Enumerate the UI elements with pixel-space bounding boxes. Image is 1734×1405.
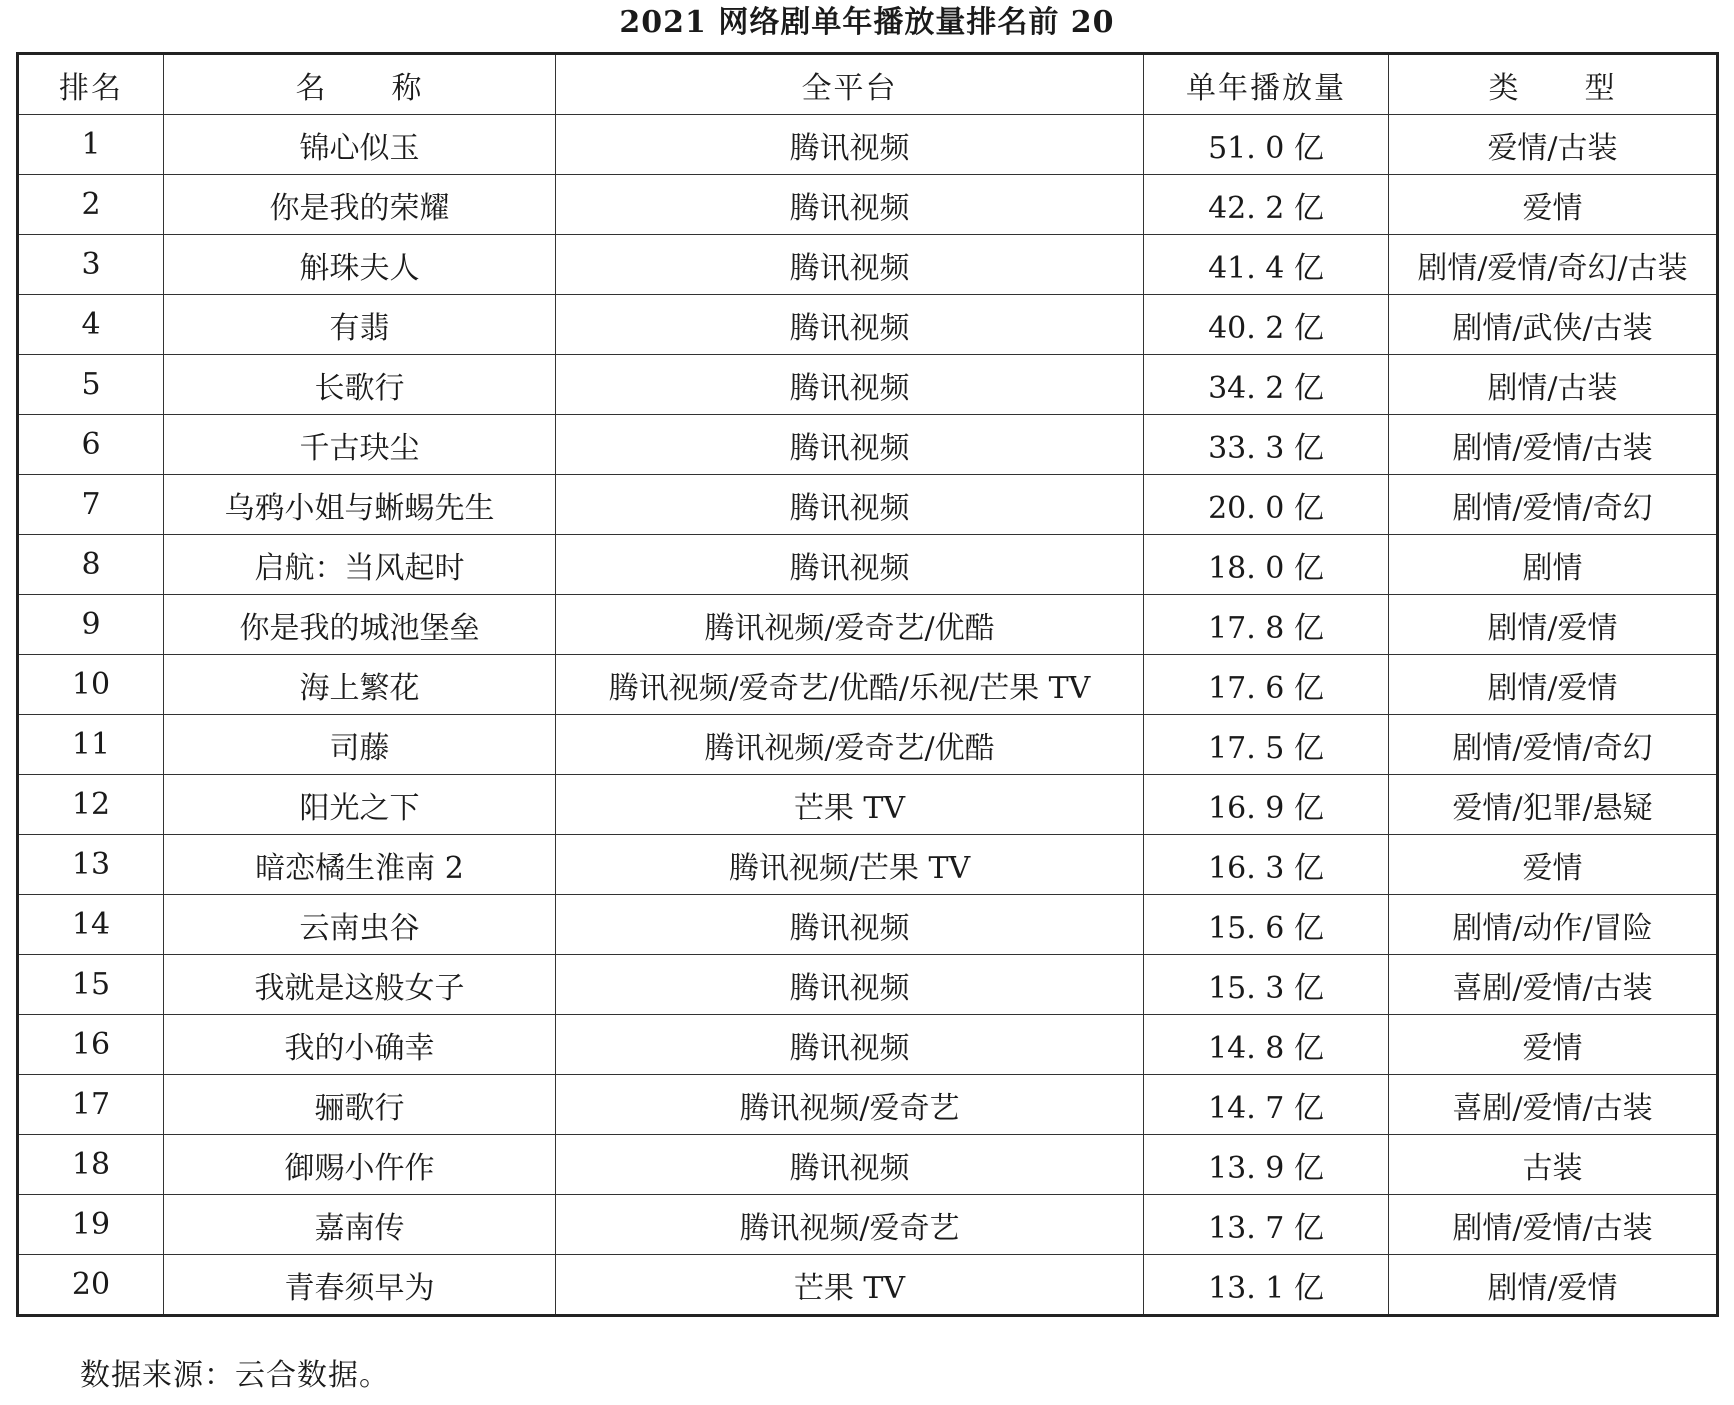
- cell-rank: 17: [18, 1075, 164, 1135]
- cell-views: 16. 3 亿: [1144, 835, 1389, 895]
- cell-platform: 腾讯视频: [556, 115, 1144, 175]
- cell-name: 千古玦尘: [164, 415, 556, 475]
- cell-platform: 腾讯视频: [556, 895, 1144, 955]
- cell-platform: 芒果 TV: [556, 775, 1144, 835]
- cell-name: 有翡: [164, 295, 556, 355]
- cell-name: 锦心似玉: [164, 115, 556, 175]
- cell-views: 13. 7 亿: [1144, 1195, 1389, 1255]
- cell-views: 42. 2 亿: [1144, 175, 1389, 235]
- cell-genre: 剧情/古装: [1389, 355, 1718, 415]
- cell-name: 御赐小仵作: [164, 1135, 556, 1195]
- cell-rank: 8: [18, 535, 164, 595]
- cell-rank: 14: [18, 895, 164, 955]
- table-row: [18, 1195, 1718, 1255]
- source-note: 数据来源：云合数据。: [80, 1358, 390, 1393]
- cell-name: 青春须早为: [164, 1255, 556, 1316]
- cell-name: 你是我的城池堡垒: [164, 595, 556, 655]
- cell-rank: 1: [18, 115, 164, 175]
- cell-platform: 腾讯视频: [556, 355, 1144, 415]
- cell-platform: 腾讯视频: [556, 175, 1144, 235]
- header-views: 单年播放量: [1144, 54, 1389, 115]
- table-row: [18, 895, 1718, 955]
- table-row: [18, 655, 1718, 715]
- cell-genre: 爱情: [1389, 835, 1718, 895]
- cell-name: 乌鸦小姐与蜥蜴先生: [164, 475, 556, 535]
- cell-name: 海上繁花: [164, 655, 556, 715]
- cell-genre: 爱情: [1389, 175, 1718, 235]
- cell-rank: 9: [18, 595, 164, 655]
- table-row: [18, 175, 1718, 235]
- cell-platform: 腾讯视频: [556, 955, 1144, 1015]
- header-platform: 全平台: [556, 54, 1144, 115]
- cell-rank: 20: [18, 1255, 164, 1316]
- cell-views: 13. 9 亿: [1144, 1135, 1389, 1195]
- table-row: [18, 1255, 1718, 1316]
- cell-genre: 爱情/犯罪/悬疑: [1389, 775, 1718, 835]
- cell-views: 40. 2 亿: [1144, 295, 1389, 355]
- cell-name: 阳光之下: [164, 775, 556, 835]
- header-row: [18, 54, 1718, 115]
- table-title: 2021 网络剧单年播放量排名前 20: [619, 5, 1115, 40]
- cell-genre: 古装: [1389, 1135, 1718, 1195]
- cell-platform: 腾讯视频: [556, 535, 1144, 595]
- cell-platform: 腾讯视频: [556, 475, 1144, 535]
- table-row: [18, 1015, 1718, 1075]
- cell-genre: 喜剧/爱情/古装: [1389, 1075, 1718, 1135]
- cell-rank: 6: [18, 415, 164, 475]
- cell-genre: 剧情/爱情/古装: [1389, 1195, 1718, 1255]
- cell-views: 34. 2 亿: [1144, 355, 1389, 415]
- cell-genre: 剧情: [1389, 535, 1718, 595]
- table-row: [18, 955, 1718, 1015]
- cell-platform: 腾讯视频/爱奇艺: [556, 1195, 1144, 1255]
- table-row: [18, 355, 1718, 415]
- table-row: [18, 1135, 1718, 1195]
- table-row: [18, 835, 1718, 895]
- ranking-table: [16, 52, 1719, 1317]
- cell-views: 13. 1 亿: [1144, 1255, 1389, 1316]
- cell-genre: 剧情/爱情/奇幻/古装: [1389, 235, 1718, 295]
- cell-name: 你是我的荣耀: [164, 175, 556, 235]
- cell-rank: 12: [18, 775, 164, 835]
- cell-genre: 剧情/爱情: [1389, 655, 1718, 715]
- cell-name: 我的小确幸: [164, 1015, 556, 1075]
- cell-views: 41. 4 亿: [1144, 235, 1389, 295]
- cell-platform: 腾讯视频/爱奇艺: [556, 1075, 1144, 1135]
- cell-views: 51. 0 亿: [1144, 115, 1389, 175]
- table-row: [18, 475, 1718, 535]
- cell-platform: 腾讯视频: [556, 235, 1144, 295]
- table-body: [18, 115, 1718, 1316]
- header-rank: 排名: [18, 54, 164, 115]
- cell-genre: 爱情/古装: [1389, 115, 1718, 175]
- cell-genre: 剧情/爱情: [1389, 1255, 1718, 1316]
- cell-name: 长歌行: [164, 355, 556, 415]
- table-row: [18, 415, 1718, 475]
- cell-platform: 腾讯视频: [556, 1135, 1144, 1195]
- cell-genre: 剧情/爱情/奇幻: [1389, 475, 1718, 535]
- cell-genre: 喜剧/爱情/古装: [1389, 955, 1718, 1015]
- cell-name: 司藤: [164, 715, 556, 775]
- cell-views: 15. 3 亿: [1144, 955, 1389, 1015]
- cell-genre: 剧情/爱情/古装: [1389, 415, 1718, 475]
- cell-rank: 10: [18, 655, 164, 715]
- cell-platform: 腾讯视频/爱奇艺/优酷: [556, 595, 1144, 655]
- table-row: [18, 295, 1718, 355]
- cell-rank: 3: [18, 235, 164, 295]
- cell-rank: 7: [18, 475, 164, 535]
- cell-views: 33. 3 亿: [1144, 415, 1389, 475]
- cell-name: 暗恋橘生淮南 2: [164, 835, 556, 895]
- cell-views: 15. 6 亿: [1144, 895, 1389, 955]
- cell-platform: 腾讯视频: [556, 415, 1144, 475]
- cell-name: 我就是这般女子: [164, 955, 556, 1015]
- cell-name: 云南虫谷: [164, 895, 556, 955]
- table-row: [18, 595, 1718, 655]
- cell-name: 启航：当风起时: [164, 535, 556, 595]
- table-row: [18, 715, 1718, 775]
- cell-views: 17. 5 亿: [1144, 715, 1389, 775]
- cell-views: 18. 0 亿: [1144, 535, 1389, 595]
- cell-platform: 腾讯视频/爱奇艺/优酷/乐视/芒果 TV: [556, 655, 1144, 715]
- header-genre: 类 型: [1389, 54, 1718, 115]
- cell-rank: 11: [18, 715, 164, 775]
- cell-genre: 剧情/动作/冒险: [1389, 895, 1718, 955]
- cell-name: 嘉南传: [164, 1195, 556, 1255]
- cell-views: 17. 8 亿: [1144, 595, 1389, 655]
- cell-platform: 腾讯视频/芒果 TV: [556, 835, 1144, 895]
- cell-name: 骊歌行: [164, 1075, 556, 1135]
- cell-views: 17. 6 亿: [1144, 655, 1389, 715]
- cell-rank: 5: [18, 355, 164, 415]
- cell-rank: 18: [18, 1135, 164, 1195]
- table-row: [18, 1075, 1718, 1135]
- cell-platform: 腾讯视频: [556, 1015, 1144, 1075]
- table-row: [18, 235, 1718, 295]
- cell-platform: 腾讯视频/爱奇艺/优酷: [556, 715, 1144, 775]
- cell-name: 斛珠夫人: [164, 235, 556, 295]
- table-row: [18, 775, 1718, 835]
- cell-platform: 芒果 TV: [556, 1255, 1144, 1316]
- table-row: [18, 535, 1718, 595]
- cell-genre: 剧情/爱情: [1389, 595, 1718, 655]
- cell-genre: 爱情: [1389, 1015, 1718, 1075]
- cell-rank: 15: [18, 955, 164, 1015]
- cell-views: 16. 9 亿: [1144, 775, 1389, 835]
- table-row: [18, 115, 1718, 175]
- cell-rank: 13: [18, 835, 164, 895]
- cell-rank: 4: [18, 295, 164, 355]
- cell-rank: 19: [18, 1195, 164, 1255]
- cell-genre: 剧情/武侠/古装: [1389, 295, 1718, 355]
- cell-genre: 剧情/爱情/奇幻: [1389, 715, 1718, 775]
- cell-rank: 16: [18, 1015, 164, 1075]
- cell-platform: 腾讯视频: [556, 295, 1144, 355]
- header-name: 名 称: [164, 54, 556, 115]
- cell-views: 14. 7 亿: [1144, 1075, 1389, 1135]
- cell-views: 20. 0 亿: [1144, 475, 1389, 535]
- cell-rank: 2: [18, 175, 164, 235]
- cell-views: 14. 8 亿: [1144, 1015, 1389, 1075]
